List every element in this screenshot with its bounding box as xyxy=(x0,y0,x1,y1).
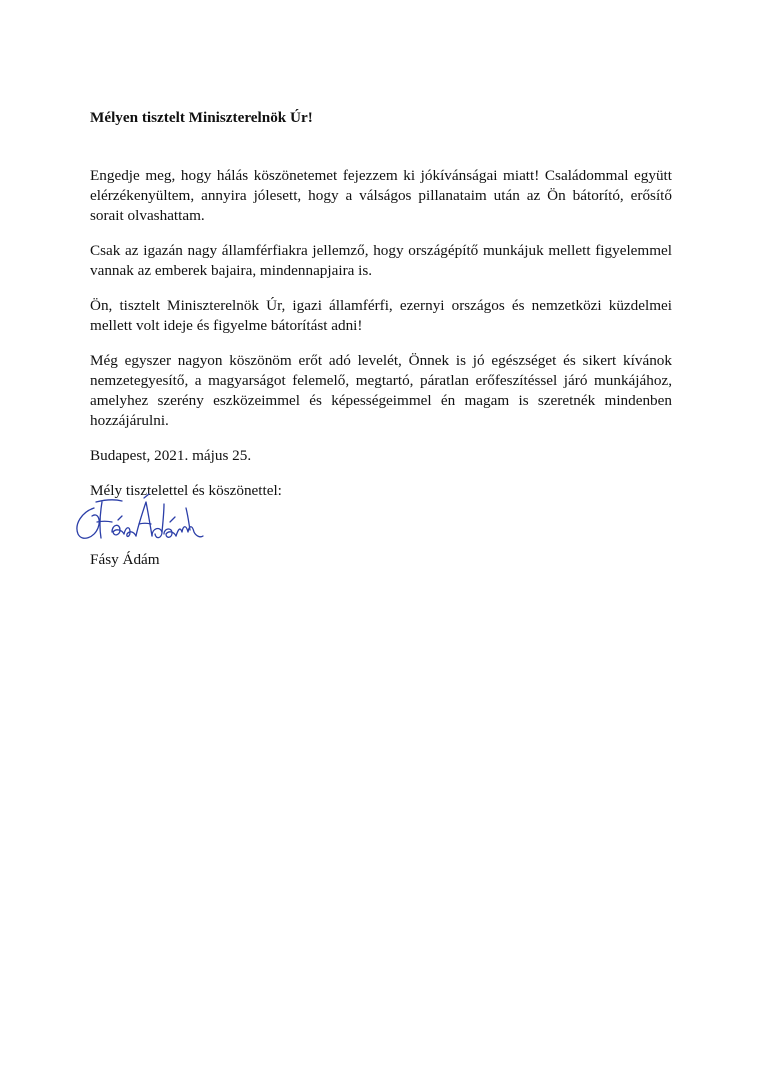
signer-name: Fásy Ádám xyxy=(90,551,160,568)
paragraph-encouragement: Ön, tisztelt Miniszterelnök Úr, igazi államférfi, ezernyi országos és nemzetközi küzdelmei mellett volt ideje és figyelme bátorítást adni! xyxy=(90,297,672,334)
salutation: Mélyen tisztelt Miniszterelnök Úr! xyxy=(90,109,313,126)
paragraph-gratitude: Engedje meg, hogy hálás köszönetemet fejezzem ki jókívánságai miatt! Családommal együtt elérzékenyültem, annyira jólesett, hogy a válságos pillanataim után az Ön bátorító, erősítő sorait olvashattam. xyxy=(90,167,672,224)
paragraph-statesmen: Csak az igazán nagy államférfiakra jellemző, hogy országépítő munkájuk mellett figyelemmel vannak az emberek bajaira, mindennapjaira is. xyxy=(90,242,672,279)
closing-line: Mély tisztelettel és köszönettel: xyxy=(90,482,282,499)
date-line: Budapest, 2021. május 25. xyxy=(90,447,252,464)
paragraph-thanks: Még egyszer nagyon köszönöm erőt adó levelét, Önnek is jó egészséget és sikert kívánok nemzetegyesítő, a magyarságot felemelő, megtartó, páratlan erőfeszítéssel járó munkájához, amelyhez szerény eszközeimmel és képességeimmel én magam is szeretnék mindenben hozzájárulni. xyxy=(90,352,672,429)
letter-body xyxy=(90,108,672,501)
handwritten-signature xyxy=(72,490,207,548)
